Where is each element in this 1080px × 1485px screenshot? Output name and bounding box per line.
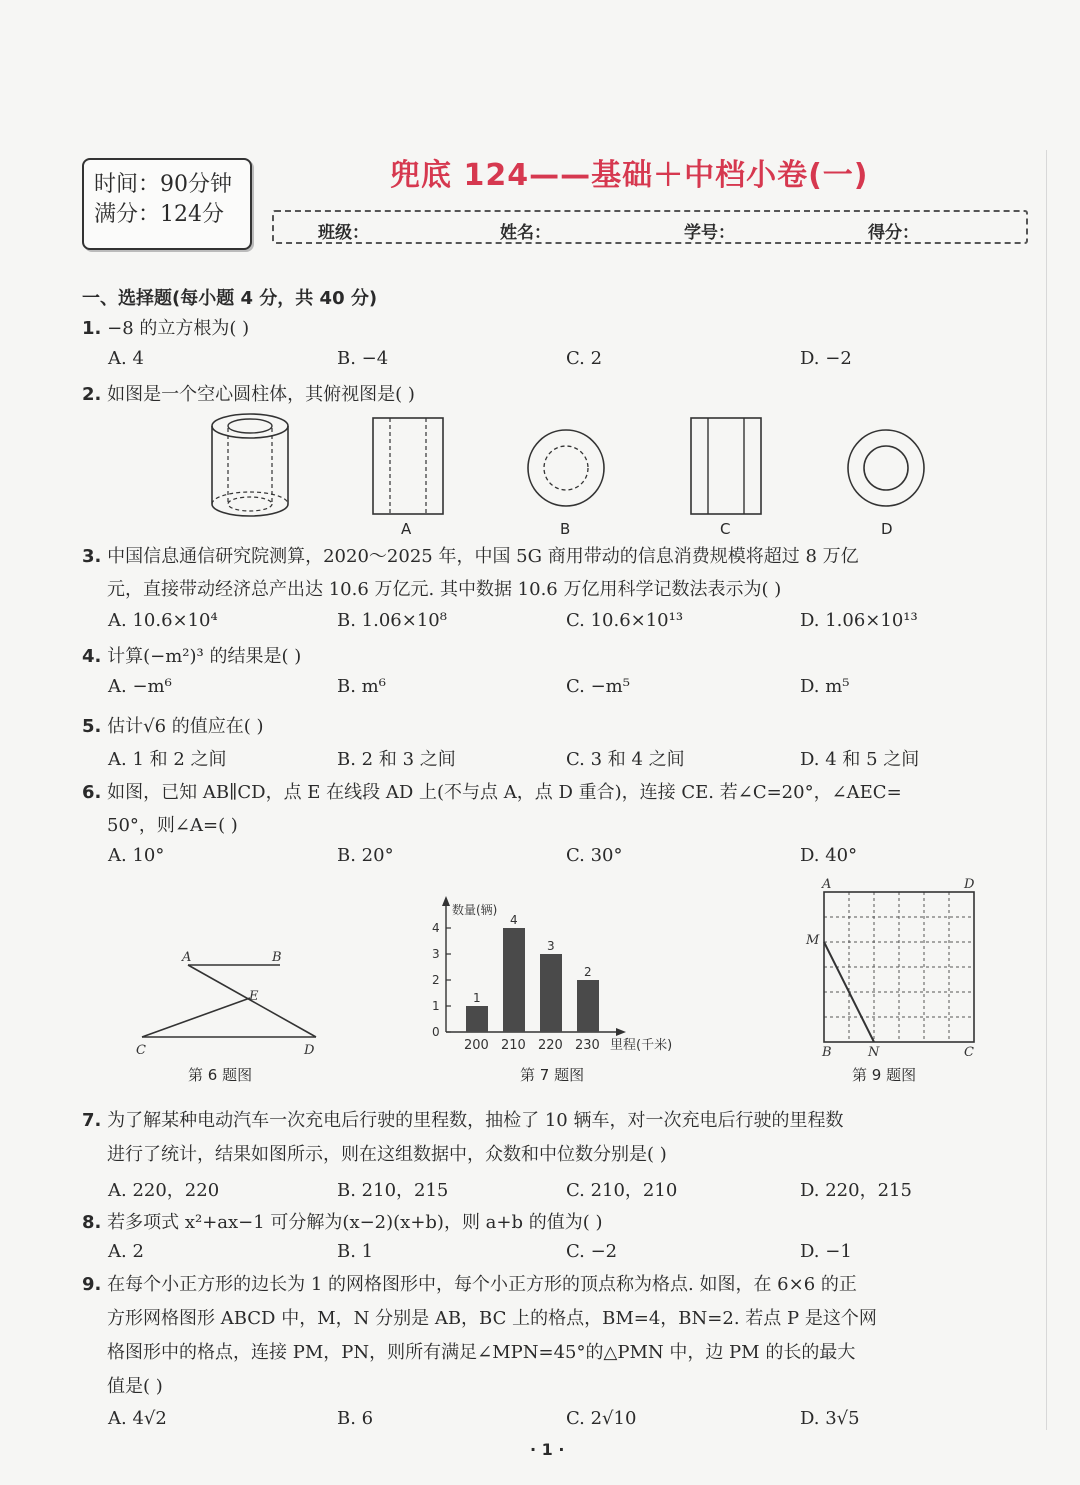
x-tick-label: 220 <box>538 1038 563 1053</box>
option-c[interactable]: C. −2 <box>566 1241 618 1262</box>
point-a-label: A <box>182 950 192 965</box>
point-c-label: C <box>136 1043 146 1058</box>
class-field[interactable]: 班级： <box>318 223 369 243</box>
question-number: 3. <box>82 546 102 567</box>
point-c-label: C <box>964 1045 974 1059</box>
bar-value-label: 2 <box>584 965 592 979</box>
page-title: 兜底 124——基础＋中档小卷(一) <box>390 158 869 193</box>
y-axis-arrow <box>442 896 450 906</box>
option-a[interactable]: A. 10.6×10⁴ <box>108 610 218 631</box>
figure-9-caption: 第 9 题图 <box>852 1066 917 1084</box>
point-n-label: N <box>868 1045 880 1059</box>
point-b-label: B <box>822 1045 832 1059</box>
option-a[interactable]: A. −m⁶ <box>108 676 172 697</box>
option-b-label[interactable]: B <box>560 520 571 538</box>
option-d-label[interactable]: D <box>881 520 893 538</box>
option-c[interactable]: C. 30° <box>566 845 623 866</box>
y-tick-label: 1 <box>432 999 440 1013</box>
option-b[interactable]: B. −4 <box>337 348 389 369</box>
exam-info-box <box>82 158 252 250</box>
option-b[interactable]: B. 210，215 <box>337 1180 449 1201</box>
bar-220 <box>540 954 562 1032</box>
bar-value-label: 3 <box>547 939 555 953</box>
bar-230 <box>577 980 599 1032</box>
question-5 <box>82 710 1037 743</box>
score-field[interactable]: 得分： <box>868 223 919 243</box>
option-d[interactable]: D. 40° <box>800 845 858 866</box>
option-d[interactable]: D. 1.06×10¹³ <box>800 610 918 631</box>
question-text: 中国信息通信研究院测算，2020～2025 年，中国 5G 商用带动的信息消费规模将超过 8 万亿 <box>107 546 859 567</box>
option-c-label[interactable]: C <box>720 520 731 538</box>
question-3-line-2: 元，直接带动经济总产出达 10.6 万亿元. 其中数据 10.6 万亿用科学记数法表示为( ) <box>107 579 782 600</box>
y-axis-title: 数量(辆) <box>452 903 498 917</box>
option-c[interactable]: C. 210，210 <box>566 1180 678 1201</box>
question-9-line-2: 方形网格图形 ABCD 中，M，N 分别是 AB，BC 上的格点，BM=4，BN=2. 若点 P 是这个网 <box>107 1308 877 1329</box>
student-info-bar <box>272 210 1028 244</box>
option-a[interactable]: A. 4√2 <box>108 1408 167 1429</box>
option-c[interactable]: C. 10.6×10¹³ <box>566 610 684 631</box>
bar-200 <box>466 1006 488 1032</box>
option-a[interactable]: A. 4 <box>108 348 144 369</box>
hollow-cylinder-figure <box>200 410 310 522</box>
point-d-label: D <box>964 877 975 892</box>
y-tick-label: 3 <box>432 947 440 961</box>
point-d-label: D <box>304 1043 315 1058</box>
x-tick-label: 200 <box>464 1038 489 1053</box>
question-8 <box>82 1206 1037 1239</box>
question-text: −8 的立方根为( ) <box>107 318 250 339</box>
point-b-label: B <box>272 950 282 965</box>
option-b[interactable]: B. m⁶ <box>337 676 386 697</box>
bar-value-label: 1 <box>473 991 481 1005</box>
student-id-field[interactable]: 学号： <box>684 223 735 243</box>
question-number: 6. <box>82 782 102 803</box>
view-b-figure[interactable] <box>524 426 608 510</box>
question-9-line-3: 格图形中的格点，连接 PM，PN，则所有满足∠MPN=45°的△PMN 中，边 PM 的长的最大 <box>107 1342 856 1363</box>
question-2 <box>82 378 1037 411</box>
option-c[interactable]: C. 2√10 <box>566 1408 637 1429</box>
figure-6-geometry <box>130 940 330 1060</box>
question-number: 7. <box>82 1110 102 1131</box>
question-text: 估计√6 的值应在( ) <box>107 716 264 737</box>
option-d[interactable]: D. 3√5 <box>800 1408 860 1429</box>
question-text: 若多项式 x²+ax−1 可分解为(x−2)(x+b)，则 a+b 的值为( ) <box>107 1212 603 1233</box>
question-6 <box>82 776 1037 809</box>
question-number: 1. <box>82 318 102 339</box>
question-number: 9. <box>82 1274 102 1295</box>
question-text: 为了解某种电动汽车一次充电后行驶的里程数，抽检了 10 辆车，对一次充电后行驶的里程数 <box>107 1110 844 1131</box>
bar-210 <box>503 928 525 1032</box>
time-limit: 时间：90分钟 <box>94 172 232 197</box>
view-a-figure[interactable] <box>368 414 448 518</box>
question-9-line-4: 值是( ) <box>107 1376 163 1397</box>
option-c[interactable]: C. −m⁵ <box>566 676 630 697</box>
question-1 <box>82 312 1037 345</box>
option-a[interactable]: A. 220，220 <box>108 1180 220 1201</box>
y-tick-label: 4 <box>432 921 440 935</box>
figure-7-bar-chart <box>420 892 700 1062</box>
option-b[interactable]: B. 1.06×10⁸ <box>337 610 447 631</box>
question-text: 在每个小正方形的边长为 1 的网格图形中，每个小正方形的顶点称为格点. 如图，在 6×6 的正 <box>107 1274 857 1295</box>
full-score: 满分：124分 <box>94 202 224 227</box>
x-tick-label: 210 <box>501 1038 526 1053</box>
question-text: 计算(−m²)³ 的结果是( ) <box>107 646 302 667</box>
option-d[interactable]: D. 4 和 5 之间 <box>800 749 920 770</box>
x-axis-arrow <box>616 1028 626 1036</box>
option-a[interactable]: A. 2 <box>108 1241 144 1262</box>
option-b[interactable]: B. 20° <box>337 845 394 866</box>
option-b[interactable]: B. 6 <box>337 1408 374 1429</box>
question-7 <box>82 1104 1037 1137</box>
y-tick-label: 0 <box>432 1025 440 1039</box>
point-e-label: E <box>249 989 259 1004</box>
y-tick-label: 2 <box>432 973 440 987</box>
x-axis-title: 里程(千米) <box>610 1038 673 1053</box>
option-c[interactable]: C. 3 和 4 之间 <box>566 749 685 770</box>
section-title: 一、选择题(每小题 4 分，共 40 分) <box>82 288 378 309</box>
figure-7-caption: 第 7 题图 <box>520 1066 585 1084</box>
question-7-line-2: 进行了统计，结果如图所示，则在这组数据中，众数和中位数分别是( ) <box>107 1144 667 1165</box>
question-3 <box>82 540 1037 573</box>
name-field[interactable]: 姓名： <box>500 223 551 243</box>
view-d-figure[interactable] <box>844 426 928 510</box>
point-m-label: M <box>806 933 820 948</box>
option-b[interactable]: B. 1 <box>337 1241 374 1262</box>
option-d[interactable]: D. −1 <box>800 1241 852 1262</box>
option-d[interactable]: D. −2 <box>800 348 852 369</box>
margin-rule <box>1046 150 1047 1430</box>
x-tick-label: 230 <box>575 1038 600 1053</box>
option-a[interactable]: A. 10° <box>108 845 165 866</box>
figure-6-caption: 第 6 题图 <box>188 1066 253 1084</box>
question-4 <box>82 640 1037 673</box>
question-number: 5. <box>82 716 102 737</box>
question-9 <box>82 1268 1037 1301</box>
bar-value-label: 4 <box>510 913 518 927</box>
view-c-figure[interactable] <box>686 414 766 518</box>
option-a[interactable]: A. 1 和 2 之间 <box>108 749 227 770</box>
question-number: 8. <box>82 1212 102 1233</box>
question-text: 如图，已知 AB∥CD，点 E 在线段 AD 上(不与点 A，点 D 重合)，连接 CE. 若∠C=20°，∠AEC= <box>107 782 902 803</box>
figure-9-grid <box>800 874 990 1059</box>
question-number: 2. <box>82 384 102 405</box>
option-b[interactable]: B. 2 和 3 之间 <box>337 749 456 770</box>
page-number: · 1 · <box>530 1440 565 1459</box>
question-6-line-2: 50°，则∠A=( ) <box>107 815 238 836</box>
question-number: 4. <box>82 646 102 667</box>
option-c[interactable]: C. 2 <box>566 348 603 369</box>
question-text: 如图是一个空心圆柱体，其俯视图是( ) <box>107 384 415 405</box>
option-d[interactable]: D. m⁵ <box>800 676 850 697</box>
option-a-label[interactable]: A <box>401 520 412 538</box>
point-a-label: A <box>822 877 832 892</box>
option-d[interactable]: D. 220，215 <box>800 1180 912 1201</box>
